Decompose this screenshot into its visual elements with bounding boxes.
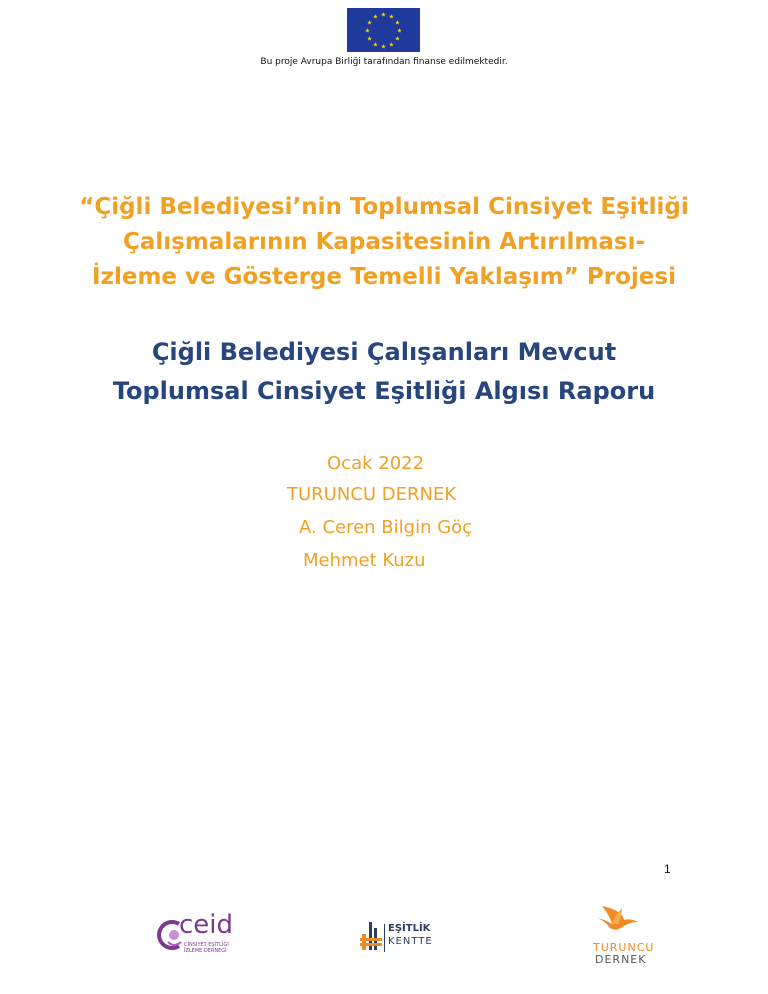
project-title-line: Çalışmalarının Kapasitesinin Artırılması- (122, 229, 646, 255)
svg-text:★: ★ (380, 11, 387, 19)
ceid-subtitle-line: İZLEME DERNEĞİ (184, 948, 227, 954)
ceid-logo-subtitle (184, 942, 229, 954)
project-title-line: İzleme ve Gösterge Temelli Yaklaşım” Projesi (92, 264, 676, 290)
project-title (60, 190, 708, 295)
kentte-logo-text: KENTTE (388, 936, 433, 947)
svg-text:★: ★ (372, 41, 379, 49)
svg-text:★: ★ (394, 35, 401, 43)
svg-text:★: ★ (364, 27, 371, 35)
esitlik-kentte-logo-icon (360, 920, 386, 954)
organization-name: TURUNCU DERNEK (287, 484, 457, 505)
ceid-logo-text: ceid (179, 910, 234, 940)
turuncu-dernek-logo (588, 902, 655, 968)
dernek-logo-text: DERNEK (595, 953, 647, 966)
svg-text:★: ★ (396, 27, 403, 35)
ceid-subtitle-line: CİNSİYET EŞİTLİĞİ (184, 942, 229, 948)
turuncu-logo-text: TURUNCU (593, 941, 655, 954)
esitlik-kentte-logo (360, 920, 450, 960)
author-name: Mehmet Kuzu (303, 550, 426, 571)
report-date: Ocak 2022 (327, 453, 425, 474)
funding-note: Bu proje Avrupa Birliği tarafından finanse edilmektedir. (260, 57, 508, 67)
svg-text:★: ★ (394, 19, 401, 27)
project-title-line: “Çiğli Belediyesi’nin Toplumsal Cinsiyet Eşitliği (79, 194, 689, 220)
svg-text:★: ★ (388, 41, 395, 49)
svg-text:★: ★ (366, 35, 373, 43)
report-title-line: Toplumsal Cinsiyet Eşitliği Algısı Raporu (112, 377, 656, 405)
report-title (40, 333, 728, 411)
author-name: A. Ceren Bilgin Göç (299, 517, 473, 538)
esitlik-logo-text: EŞİTLİK (388, 923, 431, 934)
turuncu-bird-logo-icon (592, 902, 642, 938)
svg-text:★: ★ (388, 13, 395, 21)
svg-text:★: ★ (366, 19, 373, 27)
svg-text:★: ★ (380, 43, 387, 51)
svg-text:★: ★ (372, 13, 379, 21)
page-number: 1 (664, 862, 671, 876)
report-title-line: Çiğli Belediyesi Çalışanları Mevcut (151, 338, 617, 366)
ceid-logo (157, 910, 237, 960)
eu-flag-icon (347, 8, 420, 52)
